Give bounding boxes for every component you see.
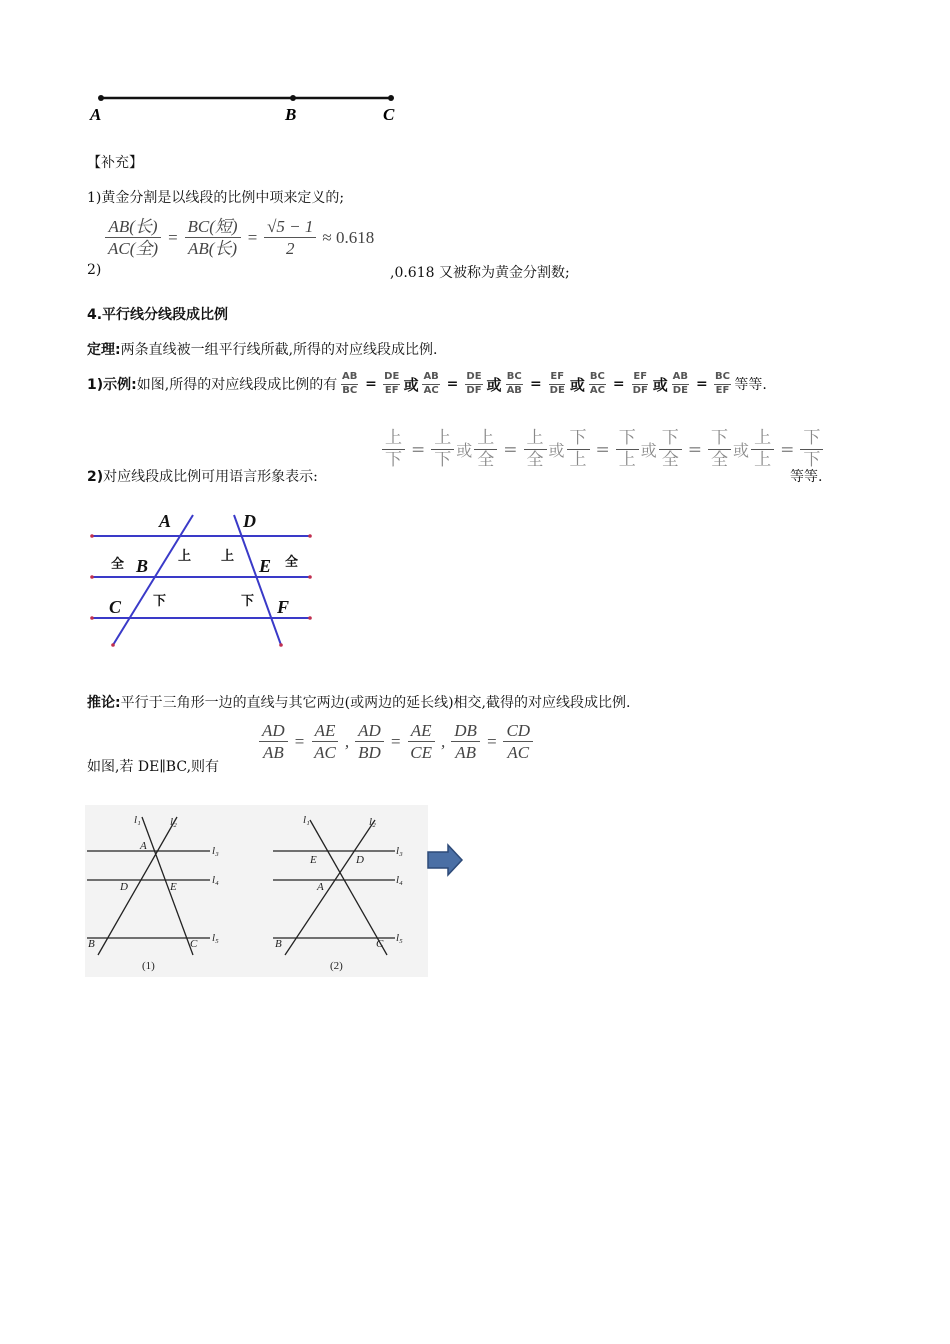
example-frac-1-right-denominator: DF — [466, 384, 482, 396]
golden-n3: √5 − 1 — [264, 216, 316, 238]
example-frac-1-right — [463, 371, 484, 397]
golden-d3: 2 — [285, 239, 295, 259]
fig1-point-b: B — [136, 556, 149, 576]
operator: , — [441, 731, 446, 751]
operator: = — [687, 439, 703, 460]
corollary-frac-4-denominator: AB — [455, 743, 476, 763]
lang-frac-4-left-denominator: 上 — [754, 450, 772, 471]
golden-d1: AC(全) — [108, 239, 159, 259]
example-frac-0-right — [382, 371, 402, 397]
fig2a-point-c: C — [190, 938, 198, 950]
example-frac-3-left-denominator: AC — [589, 384, 605, 396]
lang-frac-1-right — [524, 428, 547, 472]
example-frac-2-right — [547, 371, 568, 397]
lang-frac-3-right — [708, 428, 731, 472]
lang-frac-0-left — [382, 428, 405, 472]
lang-frac-0-right — [431, 428, 454, 472]
lang-ratios — [380, 428, 825, 472]
lang-frac-3-left — [659, 428, 682, 472]
fig2b-caption: (2) — [330, 960, 343, 972]
example-frac-2-left-denominator: AB — [506, 384, 522, 396]
fig2a-point-e: E — [170, 881, 177, 893]
supplement-heading: 【补充】 — [87, 155, 143, 171]
transversal-left — [113, 515, 193, 645]
golden-d2: AB(长) — [188, 239, 238, 259]
lang-frac-2-right — [616, 428, 639, 472]
fig2a-point-b: B — [88, 938, 95, 950]
point-c-label: C — [383, 105, 395, 124]
line2-prefix: 2) — [87, 262, 102, 278]
example-frac-0-right-numerator: DE — [383, 371, 400, 385]
fig2a-l1: l₁ — [134, 814, 141, 826]
corollary-frac-1-denominator: AC — [314, 743, 336, 763]
transversal-right — [234, 515, 281, 645]
example-frac-3-left-numerator: BC — [589, 371, 606, 385]
fig2a-l5: l₅ — [212, 932, 219, 944]
corollary-frac-1 — [311, 720, 339, 764]
fig2b-point-d: D — [356, 854, 364, 866]
lang-label: 2) — [87, 469, 104, 485]
supplement-line1: 1)黄金分割是以线段的比例中项来定义的; — [87, 190, 345, 206]
or-word: 或 — [569, 375, 585, 394]
or-word: 或 — [456, 441, 473, 461]
fig2b-l5: l₅ — [396, 932, 403, 944]
supplement-line2 — [87, 216, 847, 280]
fig1-region-quan-right: 全 — [285, 554, 299, 569]
lang-frac-2-right-denominator: 上 — [618, 450, 636, 471]
corollary-frac-2-numerator: AD — [355, 720, 384, 742]
lang-frac-1-right-numerator: 上 — [524, 428, 547, 450]
corollary-frac-2-denominator: BD — [358, 743, 381, 763]
fig2a-l3: l₃ — [212, 845, 219, 857]
theorem-text: 两条直线被一组平行线所截,所得的对应线段成比例. — [120, 342, 438, 358]
example-frac-2-left-numerator: BC — [506, 371, 523, 385]
example-frac-4-right-denominator: EF — [715, 384, 730, 396]
example-frac-2-right-denominator: DE — [549, 384, 565, 396]
fig2a-l2: l₂ — [170, 816, 177, 828]
corollary-frac-0-numerator: AD — [259, 720, 288, 742]
operator: = — [365, 376, 377, 392]
example-frac-3-right-denominator: DF — [632, 384, 648, 396]
fig2b-point-a: A — [317, 881, 324, 893]
lang-frac-2-right-numerator: 下 — [616, 428, 639, 450]
corollary-frac-1-numerator: AE — [312, 720, 339, 742]
corollary-ratios — [257, 720, 535, 764]
operator: = — [780, 439, 795, 460]
golden-ratio-equation: $\frac{\text{AB(长)}}{\text{AC(全)}}$ = $\frac{\text{BC(短)}}{\text{AB(长)}}$ = $\frac{√5 - 1}{2}$ ≈ 0.618 — [103, 216, 378, 260]
example-label: 1)示例: — [87, 377, 137, 393]
point-b-label: B — [285, 105, 297, 124]
operator: = — [446, 376, 459, 392]
corollary-label: 推论: — [87, 695, 121, 711]
lang-etc: 等等. — [790, 469, 823, 485]
fig1-point-f: F — [277, 597, 290, 617]
or-word: 或 — [548, 441, 565, 461]
corollary-frac-4 — [451, 720, 480, 764]
corollary-frac-2 — [355, 720, 384, 764]
or-word: 或 — [652, 375, 668, 394]
operator: = — [503, 439, 518, 460]
example-frac-1-right-numerator: DE — [465, 371, 482, 385]
operator: = — [389, 731, 402, 751]
fig1-point-e: E — [259, 556, 272, 576]
corollary-frac-5-numerator: CD — [503, 720, 533, 742]
theorem-line — [87, 339, 438, 359]
fig2a-l4: l₄ — [212, 874, 219, 886]
fig2b-l3: l₃ — [396, 845, 403, 857]
fig2b-l4: l₄ — [396, 874, 403, 886]
lang-frac-4-right-numerator: 下 — [800, 428, 823, 450]
lang-frac-1-right-denominator: 全 — [526, 450, 544, 471]
lang-frac-4-left — [751, 428, 774, 472]
corollary-frac-3 — [407, 720, 435, 764]
lang-frac-3-right-denominator: 全 — [711, 450, 729, 471]
lang-frac-2-left-numerator: 下 — [567, 428, 590, 450]
fig1-point-c: C — [109, 597, 122, 617]
fig1-region-shang-right: 上 — [221, 548, 235, 563]
example-frac-1-left — [421, 371, 442, 397]
operator: = — [612, 376, 625, 392]
corollary-line — [87, 692, 630, 712]
lang-frac-1-left-denominator: 全 — [477, 450, 495, 471]
lang-frac-2-left — [567, 428, 590, 472]
right-arrow-icon — [428, 845, 462, 875]
example-etc: 等等. — [734, 377, 767, 393]
theorem-label: 定理: — [87, 342, 121, 358]
fig1-point-a: A — [159, 511, 172, 531]
or-word: 或 — [403, 375, 419, 394]
corollary-frac-0-denominator: AB — [262, 743, 284, 763]
fig1-region-shang-left: 上 — [178, 548, 192, 563]
operator: = — [293, 731, 306, 751]
example-ratios — [337, 371, 734, 397]
lang-frac-3-right-numerator: 下 — [708, 428, 731, 450]
fig2b-l1: l₁ — [303, 814, 310, 826]
or-word: 或 — [486, 375, 502, 394]
example-frac-1-left-numerator: AB — [422, 371, 439, 385]
example-frac-0-left-denominator: BC — [342, 384, 358, 396]
lang-frac-0-right-numerator: 上 — [431, 428, 454, 450]
golden-n2: BC(短) — [185, 216, 241, 238]
fig1-region-quan-left: 全 — [111, 556, 125, 571]
parallel-lines-figure — [85, 505, 320, 655]
corollary-formula-line — [87, 720, 587, 778]
example-line — [87, 366, 767, 402]
lang-line — [87, 428, 867, 484]
example-frac-4-right-numerator: BC — [714, 371, 731, 385]
example-frac-0-right-denominator: EF — [384, 384, 399, 396]
fig2b-point-c: C — [376, 938, 384, 950]
corollary-frac-5 — [503, 720, 533, 764]
corollary-prefix: 如图,若 DE∥BC,则有 — [87, 759, 220, 775]
example-frac-4-left-numerator: AB — [672, 371, 689, 385]
lang-frac-0-right-denominator: 下 — [434, 450, 452, 471]
lang-frac-4-right-denominator: 下 — [803, 450, 821, 471]
operator: , — [344, 731, 350, 751]
point-a-label: A — [90, 105, 102, 124]
fig1-point-d: D — [243, 511, 256, 531]
example-frac-2-left — [504, 371, 525, 397]
lang-frac-4-left-numerator: 上 — [751, 428, 774, 450]
golden-n1: AB(长) — [105, 216, 160, 238]
example-frac-4-left-denominator: DE — [672, 384, 688, 396]
operator: = — [595, 439, 610, 460]
example-text: 如图,所得的对应线段成比例的有 — [136, 377, 338, 393]
fig2a-point-a: A — [140, 840, 147, 852]
operator: = — [485, 731, 498, 751]
lang-frac-0-left-numerator: 上 — [382, 428, 405, 450]
corollary-frac-3-denominator: CE — [410, 743, 433, 763]
example-frac-3-right — [630, 371, 651, 397]
triangle-figures — [85, 805, 470, 977]
lang-frac-3-left-denominator: 全 — [661, 450, 679, 471]
example-frac-4-left — [670, 371, 691, 397]
corollary-frac-4-numerator: DB — [451, 720, 480, 742]
golden-approx: ≈ 0.618 — [322, 227, 375, 247]
lang-frac-1-left-numerator: 上 — [474, 428, 497, 450]
lang-text: 对应线段成比例可用语言形象表示: — [103, 469, 318, 485]
fig1-region-xia-right: 下 — [241, 593, 255, 608]
or-word: 或 — [640, 441, 657, 461]
fig1-region-xia-left: 下 — [153, 593, 167, 608]
example-frac-0-left — [339, 371, 360, 397]
line2-suffix: ,0.618 又被称为黄金分割数; — [390, 265, 570, 281]
fig2b-point-b: B — [275, 938, 282, 950]
lang-frac-1-left — [474, 428, 497, 472]
example-frac-4-right — [713, 371, 733, 397]
example-frac-2-right-numerator: EF — [549, 371, 565, 385]
corollary-frac-3-numerator: AE — [408, 720, 435, 742]
corollary-frac-0 — [259, 720, 288, 764]
operator: = — [695, 376, 708, 392]
fig2a-caption: (1) — [142, 960, 155, 972]
lang-frac-4-right — [800, 428, 823, 472]
example-frac-0-left-numerator: AB — [341, 371, 358, 385]
lang-frac-0-left-denominator: 下 — [385, 450, 402, 471]
example-frac-3-right-numerator: EF — [632, 371, 648, 385]
operator: = — [529, 376, 542, 392]
fig2b-l2: l₂ — [369, 816, 376, 828]
operator: = — [411, 439, 426, 460]
corollary-frac-5-denominator: AC — [507, 743, 530, 763]
corollary-text: 平行于三角形一边的直线与其它两边(或两边的延长线)相交,截得的对应线段成比例. — [120, 695, 631, 711]
lang-frac-3-left-numerator: 下 — [659, 428, 682, 450]
example-frac-1-left-denominator: AC — [423, 384, 439, 396]
section4-title: 4.平行线分线段成比例 — [87, 307, 229, 323]
lang-frac-2-left-denominator: 上 — [569, 450, 587, 471]
or-word: 或 — [733, 441, 750, 461]
segment-figure — [85, 85, 415, 130]
example-frac-3-left — [587, 371, 608, 397]
fig2b-point-e: E — [310, 854, 317, 866]
fig2a-point-d: D — [120, 881, 128, 893]
